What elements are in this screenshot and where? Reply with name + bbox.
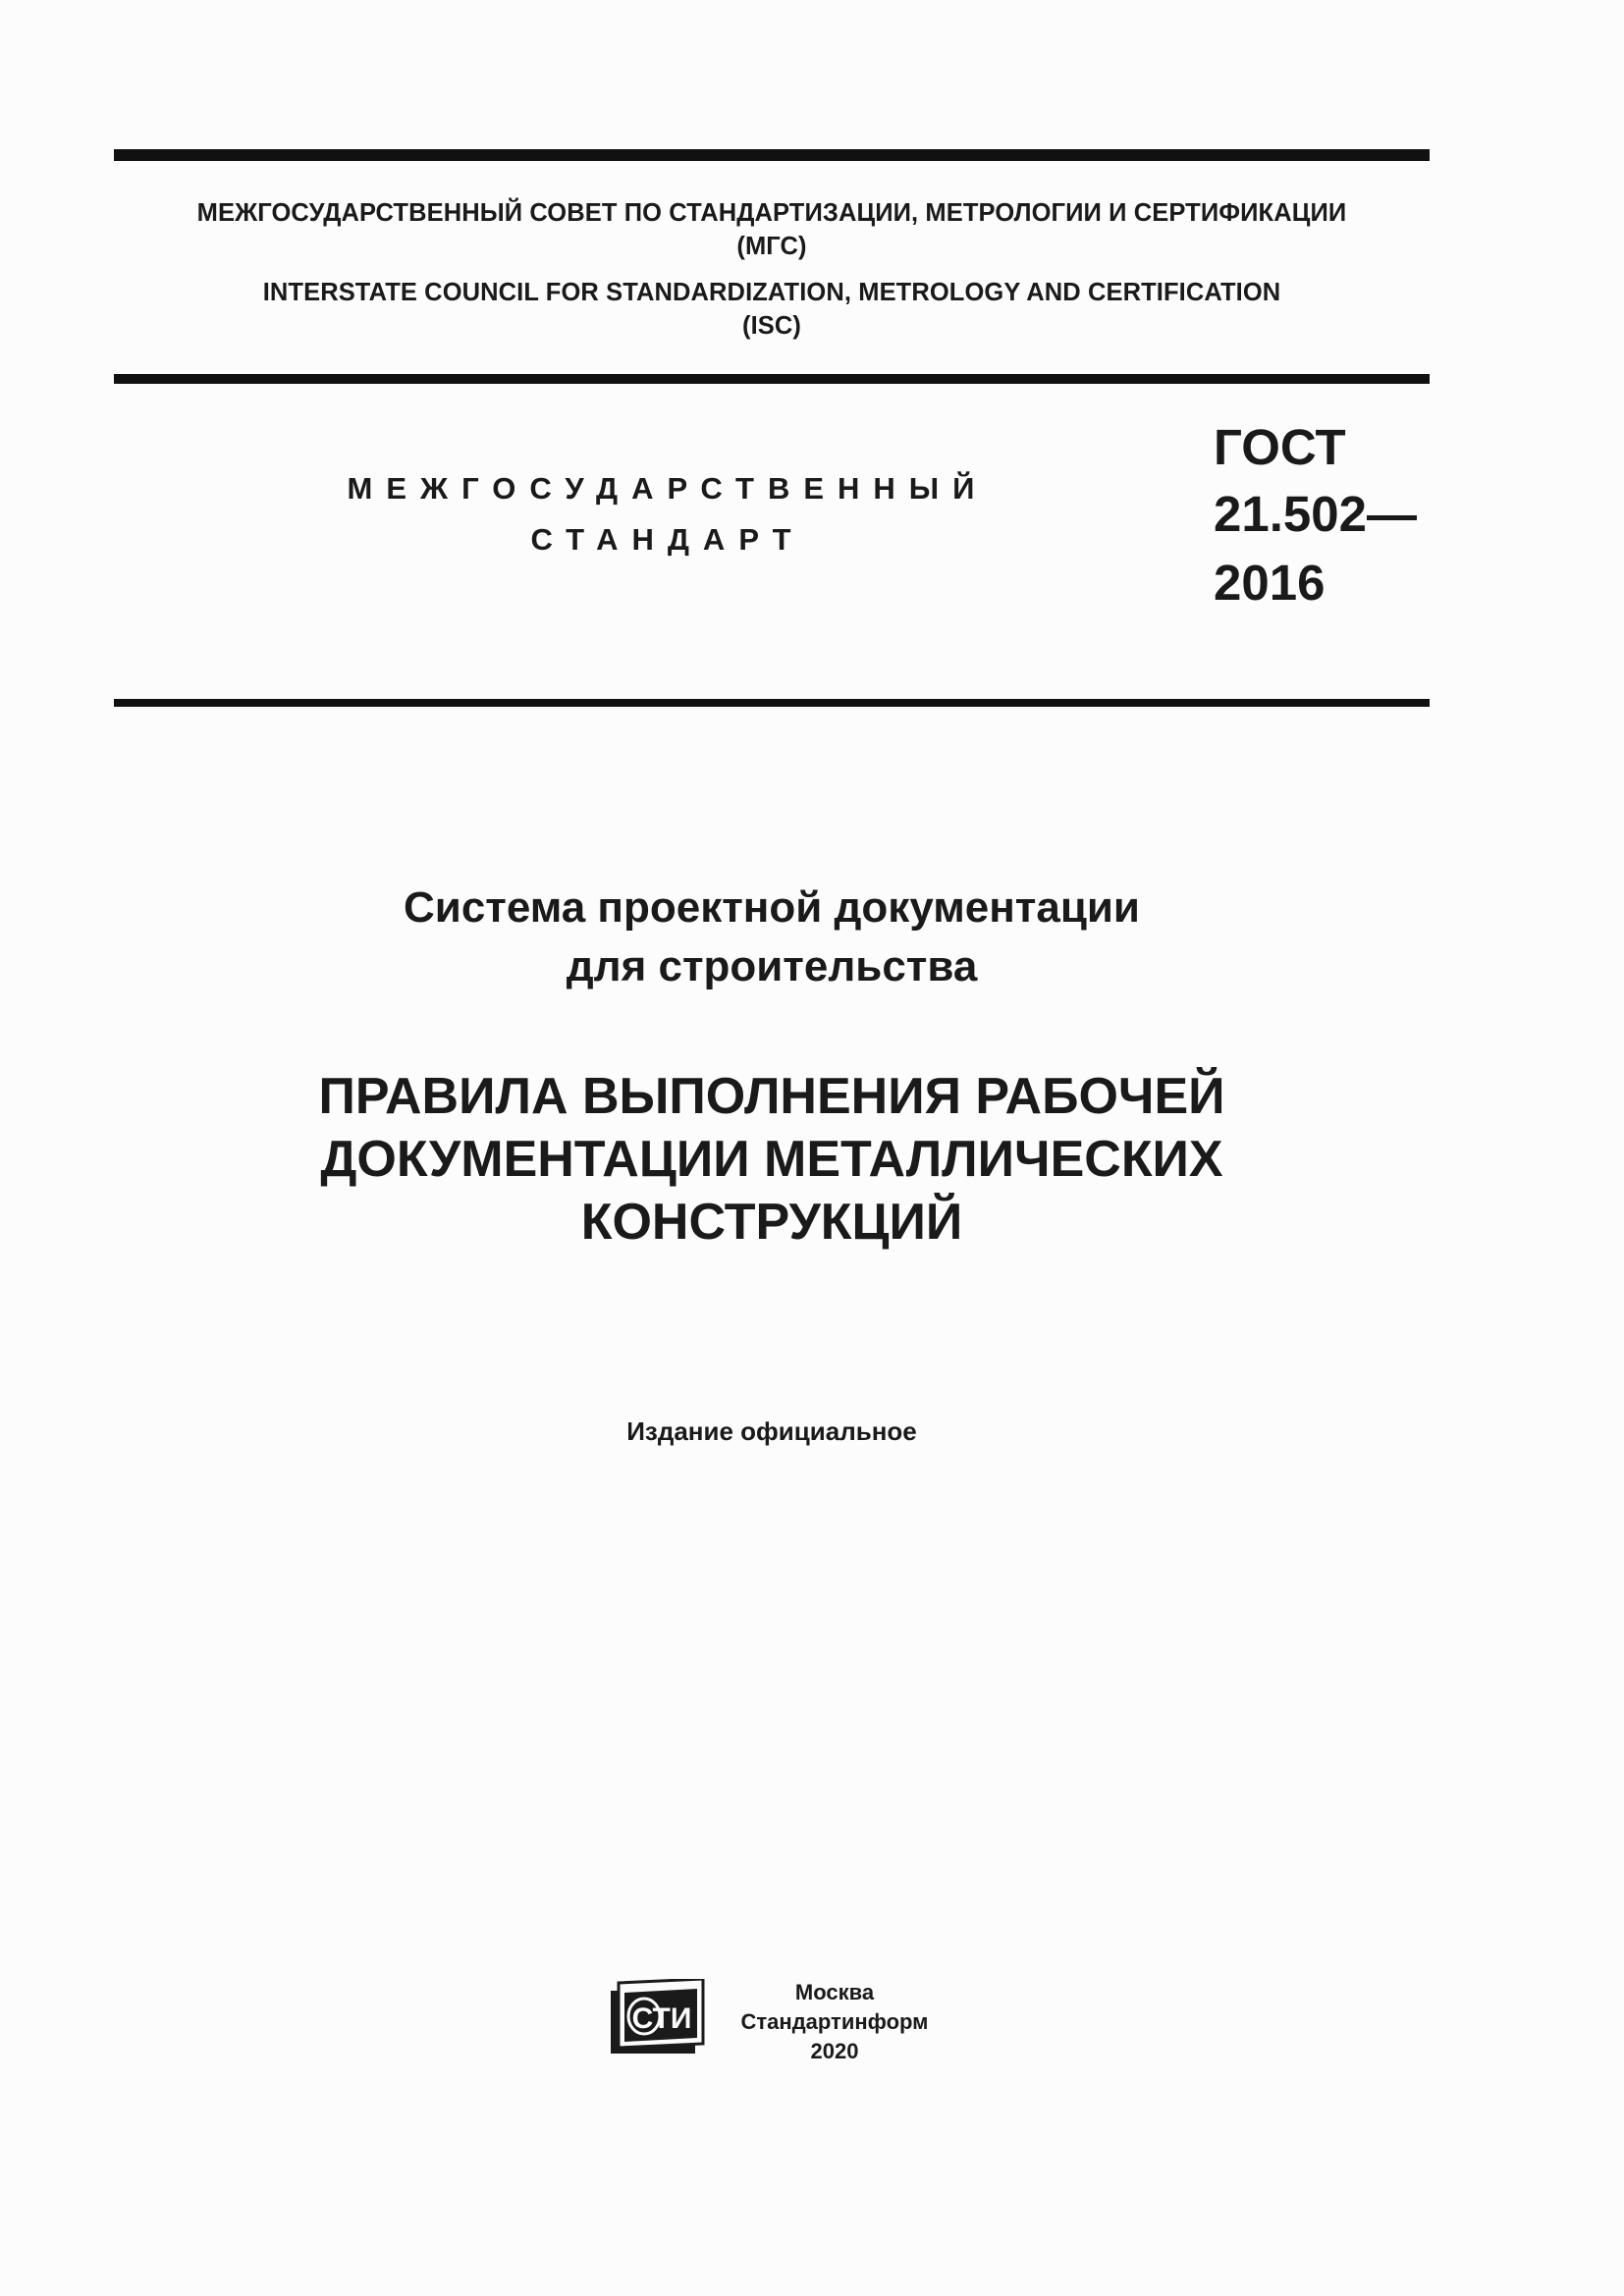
system-title-line1: Система проектной документации xyxy=(404,883,1140,932)
gost-number: 21.502— xyxy=(1214,486,1417,542)
main-title-line3: КОНСТРУКЦИЙ xyxy=(580,1194,963,1251)
council-abbr-ru: (МГС) xyxy=(736,233,807,260)
council-name-ru xyxy=(114,196,1430,263)
edition-label: Издание официальное xyxy=(626,1416,917,1446)
council-name-en xyxy=(114,276,1430,343)
logo-lettering: СТИ xyxy=(631,2002,692,2035)
publisher-city: Москва xyxy=(794,1980,875,2004)
standard-divider xyxy=(114,699,1430,707)
council-abbr-en: (ISC) xyxy=(742,312,801,340)
publisher-name: Стандартинформ xyxy=(740,2009,929,2034)
top-divider xyxy=(114,149,1430,161)
gost-year: 2016 xyxy=(1214,555,1326,611)
standartinform-logo-icon xyxy=(611,1979,705,2057)
standard-type-line1: МЕЖГОСУДАРСТВЕННЫЙ xyxy=(347,471,989,506)
gost-label: ГОСТ xyxy=(1214,419,1346,475)
system-title-line2: для строительства xyxy=(566,942,978,990)
main-title-line2: ДОКУМЕНТАЦИИ МЕТАЛЛИЧЕСКИХ xyxy=(320,1131,1223,1188)
publisher-year: 2020 xyxy=(810,2039,859,2063)
council-name-en-line1: INTERSTATE COUNCIL FOR STANDARDIZATION, METROLOGY AND CERTIFICATION xyxy=(262,279,1281,306)
council-name-ru-line1: МЕЖГОСУДАРСТВЕННЫЙ СОВЕТ ПО СТАНДАРТИЗАЦИИ, МЕТРОЛОГИИ И СЕРТИФИКАЦИИ xyxy=(196,199,1347,227)
main-title-line1: ПРАВИЛА ВЫПОЛНЕНИЯ РАБОЧЕЙ xyxy=(318,1068,1225,1125)
header-divider xyxy=(114,374,1430,384)
standard-type-line2: СТАНДАРТ xyxy=(530,522,805,557)
